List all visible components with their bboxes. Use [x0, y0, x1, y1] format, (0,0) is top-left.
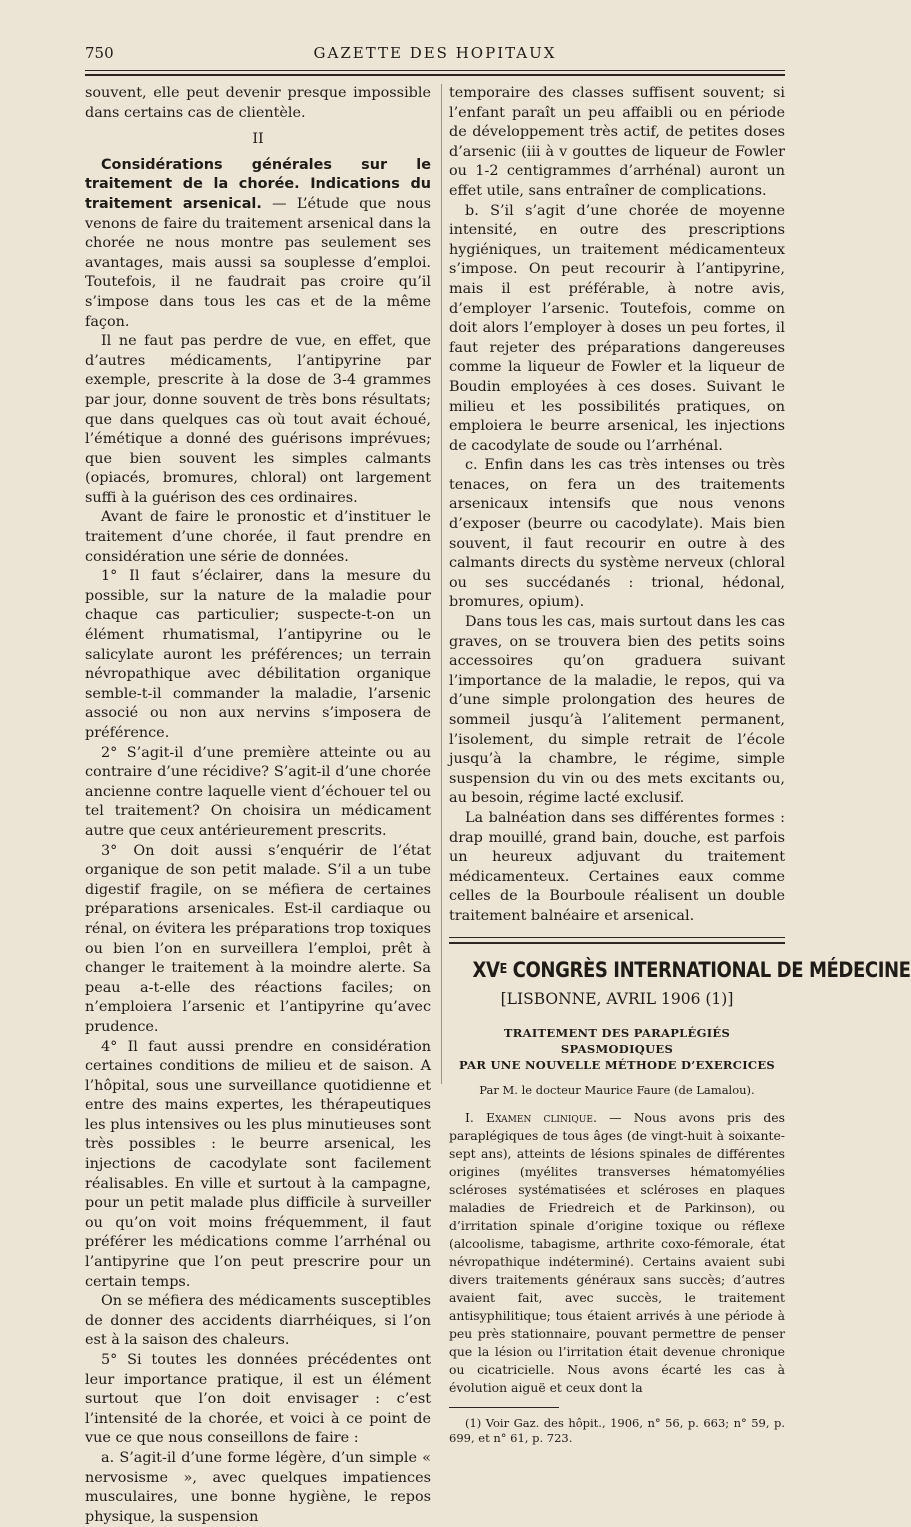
article-paragraph [449, 1109, 785, 1397]
footnote: (1) Voir Gaz. des hôpit., 1906, n° 56, p. 663; n° 59, p. 699, et n° 61, p. 723. [449, 1415, 785, 1445]
congress-title: CONGRÈS INTERNATIONAL DE MÉDECINE [506, 957, 911, 982]
paragraph: 5° Si toutes les données précédentes ont leur importance pratique, il est un élément surtout que l’on doit envisager : c’est l’intensité de la chorée, et voici à ce point de vue ce que nous conseillons de faire : [85, 1352, 431, 1447]
paragraph: b. S’il s’agit d’une chorée de moyenne intensité, en outre des prescriptions hygiéniques, un traitement médicamenteux s’impose. On peut recourir à l’antipyrine, mais il est préférable, à notre avis, d’employer l’arsenic. Toutefois, comme on doit alors l’employer à doses un peu fortes, il faut rejeter des préparations dangereuses comme la liqueur de Fowler et la liqueur de Boudin employées à ces doses. Suivant le milieu et les possibilités pratiques, on emploiera le beurre arsenical, les injections de cacodylate de soude ou l’arrhénal. [449, 202, 785, 454]
section-heading: Considérations générales sur le traitement de la chorée. Indications du traitement arsenical. [85, 156, 431, 212]
paragraph: 3° On doit aussi s’enquérir de l’état organique de son petit malade. S’il a un tube digestif fragile, on se méfiera de certaines préparations arsenicales. Est-il cardiaque ou rénal, on évitera les préparations trop toxiques ou bien l’on en surveillera l’emploi, prêt à changer le traitement à la moindre alerte. Sa peau a-t-elle des réactions faciles; on n’emploiera l’arsenic et l’antipyrine qu’avec prudence. [85, 842, 431, 1035]
footnote-rule [449, 1407, 559, 1408]
left-column [85, 84, 431, 1527]
header-rule-thin [85, 70, 785, 71]
header-rule-thick [85, 74, 785, 76]
paragraph: On se méfiera des médicaments susceptibles de donner des accidents diarrhéiques, si l’on est à la saison des chaleurs. [85, 1293, 431, 1349]
article-title-line: TRAITEMENT DES PARAPLÉGIÉS SPASMODIQUES [503, 1026, 731, 1057]
paragraph: 4° Il faut aussi prendre en considération certaines conditions de milieu et de saison. A l’hôpital, sous une surveillance quotidienne et entre des mains expertes, les thérapeutiques les plus intensives ou les plus minutieuses sont très possibles : le beurre arsenical, les injections de cacodylate sont facilement réalisables. En ville et surtout à la campagne, pour un petit malade plus difficile à surveiller ou qu’on voit moins fréquemment, il faut préférer les médications comme l’arrhénal ou l’antipyrine que l’on peut prescrire pour un certain temps. [85, 1038, 431, 1290]
article-title-line: PAR UNE NOUVELLE MÉTHODE D’EXERCICES [458, 1058, 775, 1073]
subsection-label: I. Examen clinique. [465, 1109, 597, 1125]
section-divider [449, 937, 785, 944]
section-number: II [252, 131, 264, 148]
page-number: 750 [85, 44, 114, 62]
congress-heading [472, 956, 911, 984]
paragraph: a. S’agit-il d’une forme légère, d’un simple « nervosisme », avec quelques impatiences musculaires, une bonne hygiène, le repos physique, la suspension [85, 1449, 431, 1525]
paragraph: La balnéation dans ses différentes formes : drap mouillé, grand bain, douche, est parfois un heureux adjuvant du traitement médicamenteux. Certaines eaux comme celles de la Bourboule réalisent un double traitement balnéaire et arsenical. [449, 809, 785, 924]
congress-superscript: E [499, 961, 507, 977]
congress-number: XV [472, 957, 500, 982]
paragraph-text: — Nous avons pris des paraplégiques de tous âges (de vingt-huit à soixante-sept ans), atteints de lésions spinales de différentes origines (myélites transverses hématomyélies scléroses systématisées et scléroses en plaques maladies de Friedreich et de Parkinson), ou d’irritation spinale d’origine toxique ou réflexe (alcoolisme, tabagisme, arthrite coxo-fémorale, état névropathique indéterminé). Certains avaient subi divers traitements généraux sans succès; d’autres avaient fait, avec succès, le traitement antisyphilitique; tous étaient arrivés à une période à peu près stationnaire, pouvant permettre de penser que la lésion ou l’irritation était devenue chronique ou cicatricielle. Nous avons écarté les cas à évolution aiguë et ceux dont la [449, 1109, 785, 1395]
paragraph: temporaire des classes suffisent souvent; si l’enfant paraît un peu affaibli ou en période de développement très actif, de petites doses d’arsenic (iii à v gouttes de liqueur de Fowler ou 1-2 centigrammes d’arrhénal) auront un effet utile, sans entraîner de complications. [449, 85, 785, 199]
paragraph: 2° S’agit-il d’une première atteinte ou au contraire d’une récidive? S’agit-il d’une chorée ancienne contre laquelle vient d’échouer tel ou tel traitement? On choisira un médicament autre que ceux antérieurement prescrits. [85, 744, 431, 839]
article-title [449, 1025, 785, 1073]
column-divider [441, 84, 442, 1084]
paragraph: Avant de faire le pronostic et d’instituer le traitement d’une chorée, il faut prendre en considération une série de données. [85, 509, 431, 565]
paragraph: c. Enfin dans les cas très intenses ou très tenaces, on fera un des traitements arsenicaux intensifs que nous venons d’exposer (beurre ou cacodylate). Mais bien souvent, il faut recourir en outre à des calmants directs du système nerveux (chloral ou ses succédanés : trional, hédonal, bromures, opium). [449, 457, 785, 611]
paragraph: Dans tous les cas, mais surtout dans les cas graves, on se trouvera bien des petits soins accessoires qu’on graduera suivant l’importance de la maladie, le repos, qui va d’une simple prolongation des heures de sommeil jusqu’à l’alitement permanent, l’isolement, du simple retrait de l’école jusqu’à la chambre, le régime, simple suspension du vin ou des mets excitants ou, au besoin, régime lacté exclusif. [449, 614, 785, 807]
journal-title: GAZETTE DES HOPITAUX [313, 44, 557, 62]
paragraph: Il ne faut pas perdre de vue, en effet, que d’autres médicaments, l’antipyrine par exemple, prescrite à la dose de 3-4 grammes par jour, donne souvent de très bons résultats; que dans quelques cas où tout avait échoué, l’émétique a donné des guérisons imprévues; que bien souvent les simples calmants (opiacés, bromures, chloral) ont largement suffi à la guérison des ces ordinaires. [85, 333, 431, 506]
paragraph-text: — L’étude que nous venons de faire du traitement arsenical dans la chorée ne nous montre pas seulement ses avantages, mais aussi sa souplesse d’emploi. Toutefois, il ne faudrait pas croire qu’il s’impose dans tous les cas et de la même façon. [85, 195, 431, 330]
right-column [449, 84, 911, 1446]
paragraph: 1° Il faut s’éclairer, dans la mesure du possible, sur la nature de la maladie pour chaque cas particulier; suspecte-t-on un élément rhumatismal, l’antipyrine ou le salicylate auront les préférences; un terrain névropathique avec débilitation organique semble-t-il commander la maladie, l’arsenic associé ou non aux nervins s’imposera de préférence. [85, 568, 431, 741]
running-header [85, 44, 785, 66]
congress-place: [LISBONNE, AVRIL 1906 (1)] [500, 989, 734, 1008]
paragraph: souvent, elle peut devenir presque impossible dans certains cas de clientèle. [85, 85, 431, 121]
section-paragraph [85, 156, 431, 332]
article-author: Par M. le docteur Maurice Faure (de Lamalou). [479, 1083, 755, 1098]
